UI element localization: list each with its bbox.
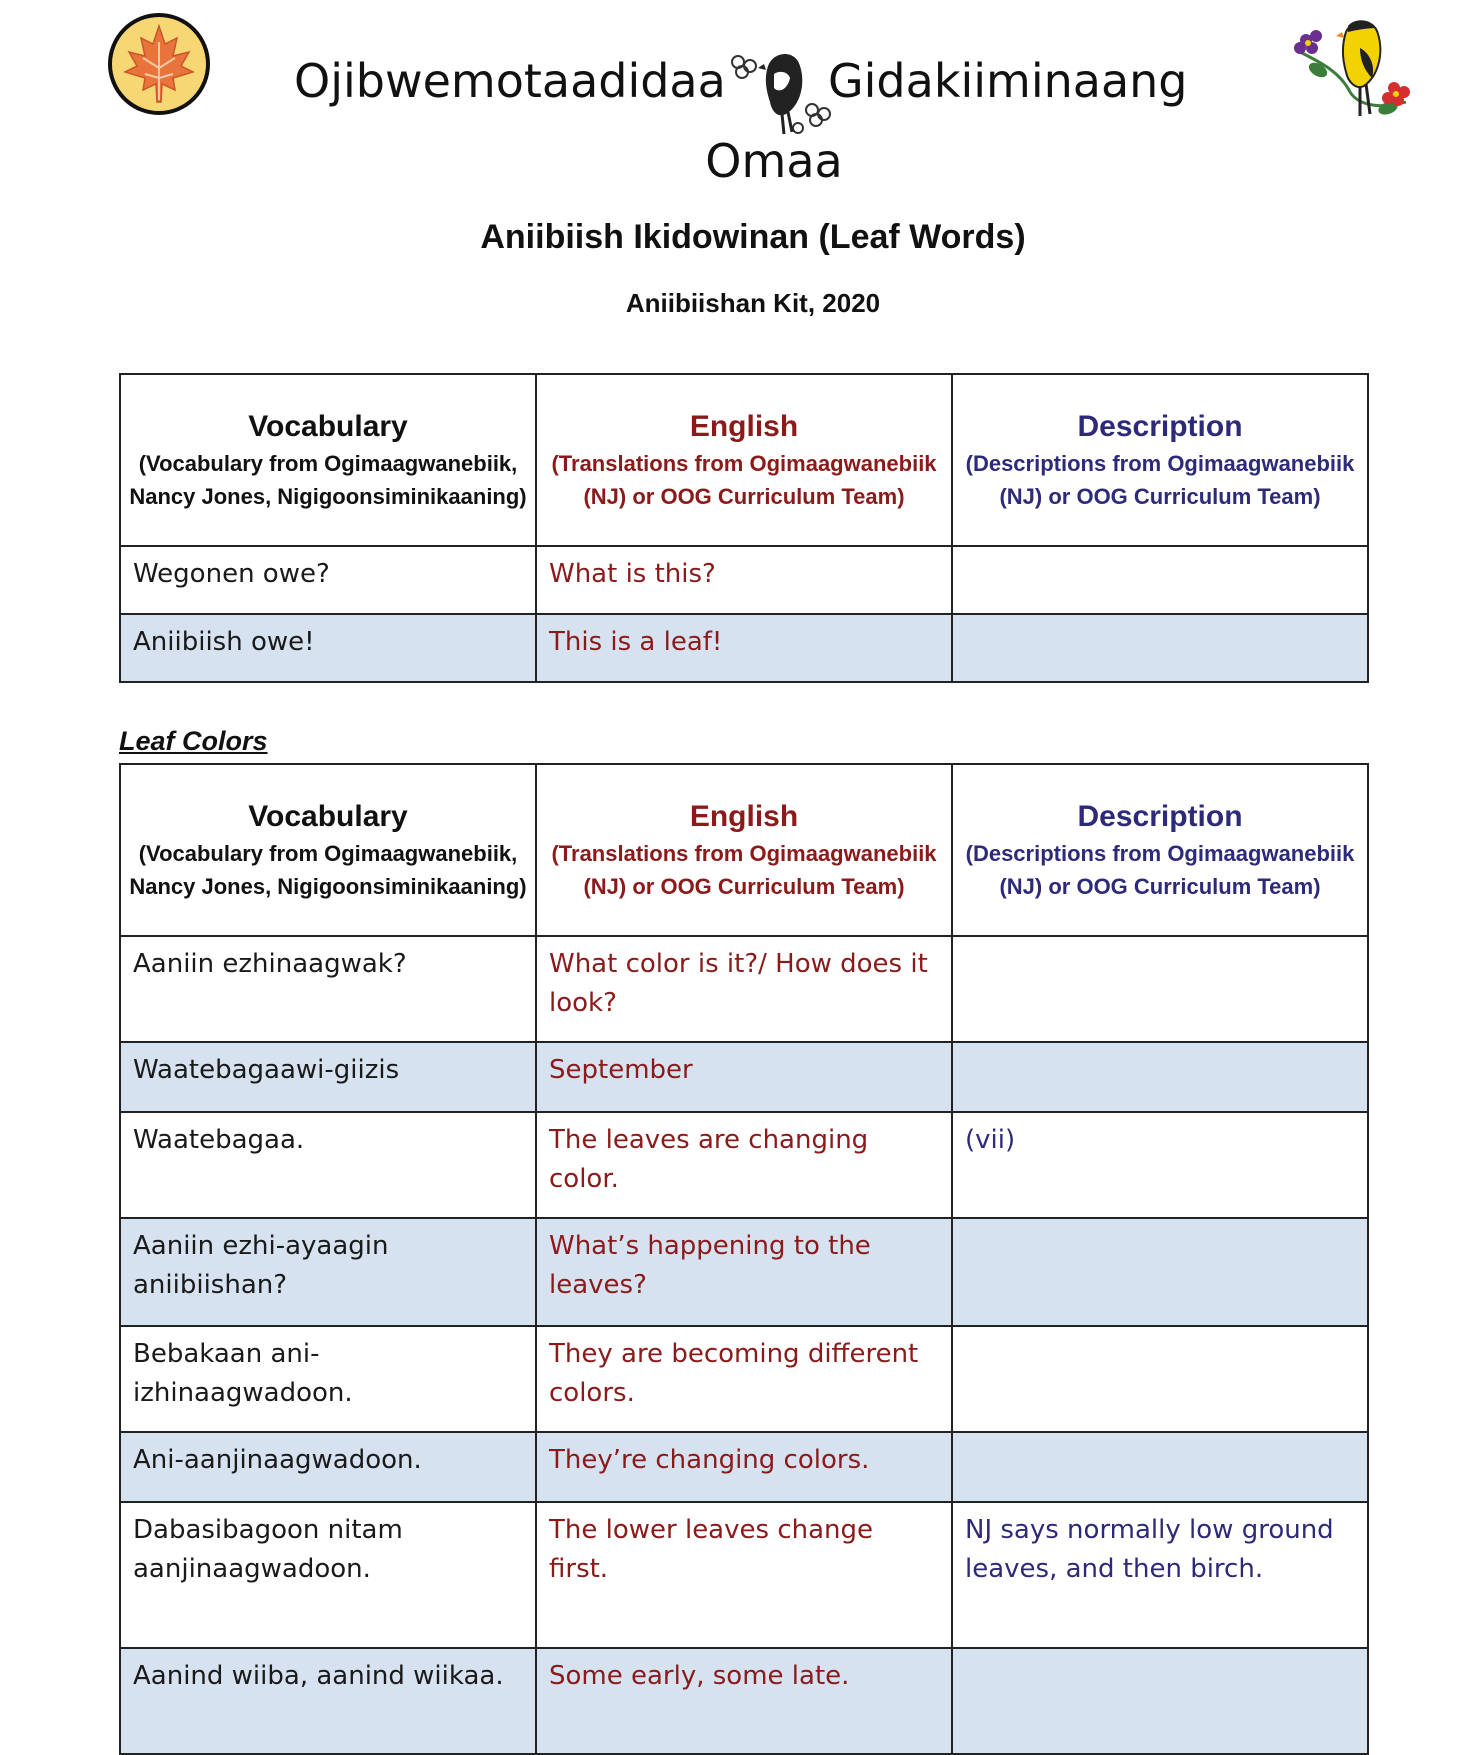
vocab-cell: Wegonen owe? (120, 546, 536, 614)
site-title-part1: Ojibwemotaadidaa (294, 54, 726, 108)
vocabulary-header-source: (Vocabulary from Ogimaagwanebiik, Nancy Jones, Nigigoonsiminikaaning) (129, 451, 527, 509)
description-cell (952, 1648, 1368, 1754)
english-cell: What is this? (536, 546, 952, 614)
description-cell (952, 1218, 1368, 1326)
vocab-cell: Waatebagaawi-giizis (120, 1042, 536, 1112)
vocab-cell: Bebakaan ani-izhinaagwadoon. (120, 1326, 536, 1432)
table-row (120, 1042, 1368, 1112)
english-cell: They are becoming different colors. (536, 1326, 952, 1432)
description-header (952, 374, 1368, 546)
english-cell: What color is it?/ How does it look? (536, 936, 952, 1042)
description-header-title: Description (1077, 800, 1243, 833)
description-header-title: Description (1077, 410, 1243, 443)
table-row (120, 1218, 1368, 1326)
vocab-cell: Waatebagaa. (120, 1112, 536, 1218)
site-title-part3: Omaa (705, 134, 843, 188)
goldfinch-flowers-logo-icon (1290, 12, 1416, 124)
description-header-source: (Descriptions from Ogimaagwanebiik (NJ) or OOG Curriculum Team) (965, 451, 1355, 509)
vocab-cell: Aaniin ezhi-ayaagin aniibiishan? (120, 1218, 536, 1326)
vocab-cell: Aniibiish owe! (120, 614, 536, 682)
vocabulary-header-title: Vocabulary (248, 410, 408, 443)
english-header-source: (Translations from Ogimaagwanebiik (NJ) or OOG Curriculum Team) (551, 451, 937, 509)
table-row (120, 1326, 1368, 1432)
english-cell: They’re changing colors. (536, 1432, 952, 1502)
description-cell (952, 1042, 1368, 1112)
site-title-part2: Gidakiiminaang (828, 54, 1188, 108)
vocab-cell: Aaniin ezhinaagwak? (120, 936, 536, 1042)
table-row (120, 1432, 1368, 1502)
table-header-row (120, 374, 1368, 546)
table-header-row (120, 764, 1368, 936)
description-cell (952, 614, 1368, 682)
description-cell (952, 936, 1368, 1042)
english-cell: The leaves are changing color. (536, 1112, 952, 1218)
document-title: Aniibiish Ikidowinan (Leaf Words) (480, 218, 1026, 256)
english-cell: September (536, 1042, 952, 1112)
english-cell: Some early, some late. (536, 1648, 952, 1754)
section-label-leaf-colors: Leaf Colors (119, 726, 268, 756)
english-cell: What’s happening to the leaves? (536, 1218, 952, 1326)
leaf-colors-vocab-table (119, 763, 1369, 1755)
chickadee-flowers-icon (728, 44, 840, 138)
english-cell: The lower leaves change first. (536, 1502, 952, 1648)
vocab-cell: Dabasibagoon nitam aanjinaagwadoon. (120, 1502, 536, 1648)
table-row (120, 1112, 1368, 1218)
description-header (952, 764, 1368, 936)
english-header (536, 374, 952, 546)
table-row (120, 546, 1368, 614)
table-row (120, 1648, 1368, 1754)
english-header-source: (Translations from Ogimaagwanebiik (NJ) or OOG Curriculum Team) (551, 841, 937, 899)
table-row (120, 936, 1368, 1042)
vocab-cell: Ani-aanjinaagwadoon. (120, 1432, 536, 1502)
description-cell (952, 1432, 1368, 1502)
description-header-source: (Descriptions from Ogimaagwanebiik (NJ) or OOG Curriculum Team) (965, 841, 1355, 899)
vocabulary-header-source: (Vocabulary from Ogimaagwanebiik, Nancy Jones, Nigigoonsiminikaaning) (129, 841, 527, 899)
vocabulary-header (120, 764, 536, 936)
table-row (120, 614, 1368, 682)
english-header-title: English (689, 410, 799, 443)
vocab-cell: Aanind wiiba, aanind wiikaa. (120, 1648, 536, 1754)
description-cell (952, 546, 1368, 614)
english-header (536, 764, 952, 936)
english-header-title: English (689, 800, 799, 833)
vocabulary-header-title: Vocabulary (248, 800, 408, 833)
maple-leaf-logo-icon (107, 12, 211, 116)
description-cell: NJ says normally low ground leaves, and then birch. (952, 1502, 1368, 1648)
english-cell: This is a leaf! (536, 614, 952, 682)
table-row (120, 1502, 1368, 1648)
document-subtitle: Aniibiishan Kit, 2020 (625, 288, 881, 318)
vocabulary-header (120, 374, 536, 546)
intro-vocab-table (119, 373, 1369, 683)
description-cell (952, 1326, 1368, 1432)
description-cell: (vii) (952, 1112, 1368, 1218)
